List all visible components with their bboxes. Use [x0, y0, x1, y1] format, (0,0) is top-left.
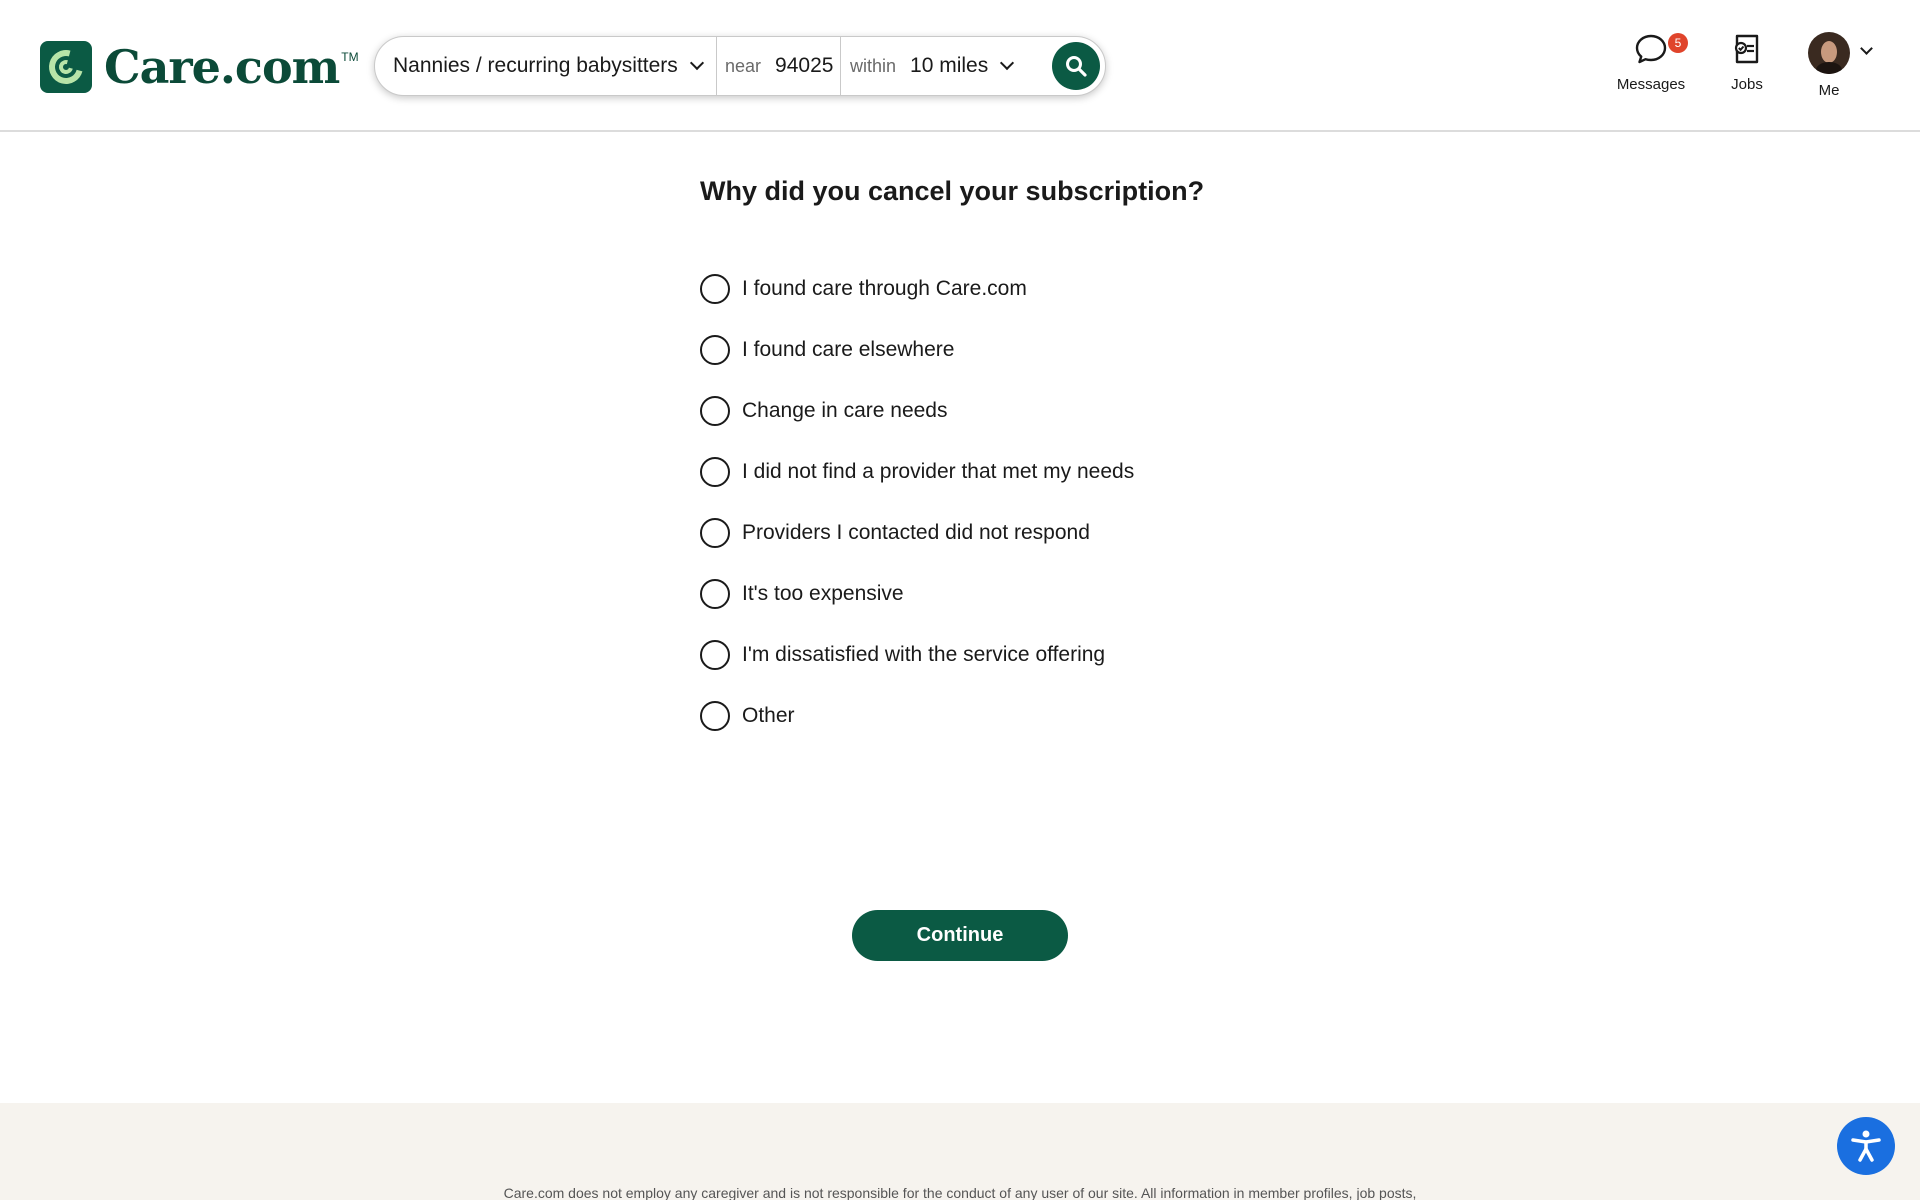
search-icon	[1064, 54, 1088, 78]
reason-label: Other	[742, 703, 795, 727]
nav-messages[interactable]	[1614, 32, 1688, 93]
reason-option[interactable]	[700, 502, 1134, 563]
reason-label: Change in care needs	[742, 398, 948, 422]
reason-option[interactable]	[700, 624, 1134, 685]
care-logo-icon	[40, 41, 92, 93]
radio-button[interactable]	[700, 396, 730, 426]
care-logo[interactable]	[40, 40, 359, 94]
reason-label: I found care through Care.com	[742, 276, 1027, 300]
reason-option[interactable]	[700, 319, 1134, 380]
job-document-icon	[1730, 32, 1764, 66]
chevron-down-icon	[690, 56, 704, 70]
jobs-label: Jobs	[1731, 76, 1763, 93]
reason-option[interactable]	[700, 685, 1134, 746]
service-type-value: Nannies / recurring babysitters	[393, 54, 678, 77]
reason-options	[700, 258, 1134, 746]
radio-button[interactable]	[700, 579, 730, 609]
radio-button[interactable]	[700, 335, 730, 365]
me-label: Me	[1818, 82, 1840, 99]
logo-text: Care.com	[104, 40, 340, 94]
radio-button[interactable]	[700, 457, 730, 487]
accessibility-button[interactable]	[1837, 1117, 1895, 1175]
zip-value: 94025	[775, 54, 834, 77]
near-label: near	[725, 55, 762, 76]
reason-option[interactable]	[700, 563, 1134, 624]
page-title: Why did you cancel your subscription?	[700, 176, 1205, 206]
within-label: within	[850, 55, 897, 76]
reason-label: I found care elsewhere	[742, 337, 955, 361]
footer-disclaimer: Care.com does not employ any caregiver and is not responsible for the conduct of any user of our site. All information in member profiles, job posts,	[503, 1185, 1417, 1200]
search-button[interactable]	[1052, 42, 1100, 90]
site-header	[0, 0, 1920, 132]
radio-button[interactable]	[700, 518, 730, 548]
reason-label: I did not find a provider that met my needs	[742, 459, 1135, 483]
site-footer	[0, 1103, 1920, 1200]
avatar	[1808, 32, 1850, 74]
chevron-down-icon	[1000, 56, 1014, 70]
zip-field[interactable]	[717, 37, 841, 95]
distance-dropdown[interactable]	[841, 37, 1052, 95]
reason-label: It's too expensive	[742, 581, 904, 605]
reason-label: Providers I contacted did not respond	[742, 520, 1090, 544]
service-type-dropdown[interactable]	[375, 37, 717, 95]
messages-count-badge: 5	[1668, 33, 1688, 53]
search-bar	[374, 36, 1106, 96]
distance-value: 10 miles	[910, 54, 989, 77]
reason-option[interactable]	[700, 380, 1134, 441]
reason-label: I'm dissatisfied with the service offering	[742, 642, 1106, 666]
chat-bubble-icon	[1634, 32, 1668, 66]
nav-jobs[interactable]	[1724, 32, 1770, 93]
radio-button[interactable]	[700, 640, 730, 670]
radio-button[interactable]	[700, 701, 730, 731]
reason-option[interactable]	[700, 258, 1134, 319]
radio-button[interactable]	[700, 274, 730, 304]
logo-trademark: TM	[341, 50, 359, 64]
reason-option[interactable]	[700, 441, 1134, 502]
messages-label: Messages	[1616, 76, 1686, 93]
chevron-down-icon	[1860, 42, 1873, 55]
continue-button[interactable]: Continue	[852, 910, 1068, 961]
nav-me[interactable]	[1808, 32, 1880, 99]
accessibility-icon	[1848, 1128, 1884, 1164]
